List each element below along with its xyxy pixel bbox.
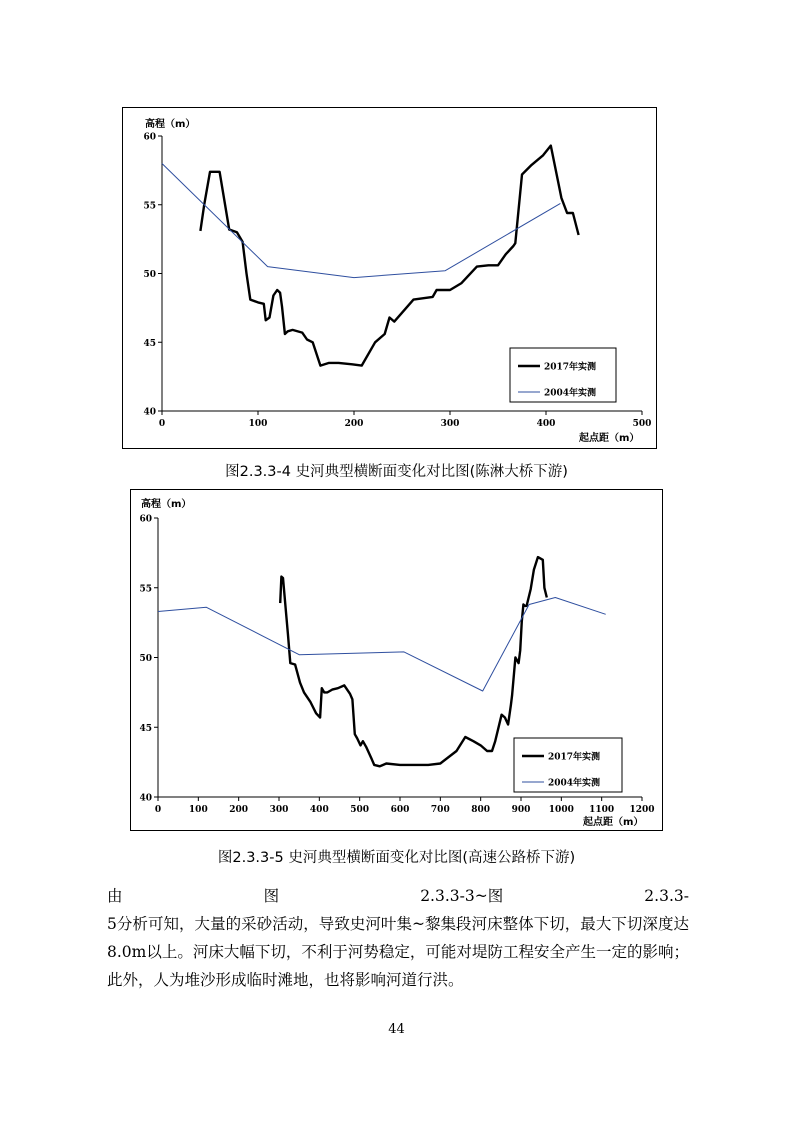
x-tick-label: 1000	[548, 805, 574, 815]
y-tick-label: 50	[143, 270, 156, 280]
x-axis-title: 起点距（m）	[579, 433, 640, 444]
paragraph-word: 由	[107, 887, 123, 905]
chart-2-box	[130, 489, 663, 831]
y-tick-label: 60	[143, 132, 156, 143]
paragraph-word: 图	[263, 887, 280, 905]
x-tick-label: 1100	[589, 805, 615, 815]
x-tick-label: 0	[158, 419, 166, 429]
y-tick-label: 50	[139, 654, 152, 664]
paragraph-word: 2.3.3-3~图	[420, 887, 504, 905]
x-tick-label: 200	[344, 419, 364, 429]
paragraph-body: 5分析可知，大量的采砂活动，导致史河叶集~黎集段河床整体下切，最大下切深度达8.0m以上。河床大幅下切，不利于河势稳定，可能对堤防工程安全产生一定的影响；此外，人为堆沙形成临时滩地，也将影响河道行洪。	[107, 915, 689, 989]
paragraph-word: 2.3.3-	[644, 887, 689, 905]
paragraph-first-line	[107, 882, 689, 910]
x-tick-label: 300	[440, 419, 460, 429]
page-number: 44	[388, 1022, 405, 1037]
y-axis-title: 高程（m）	[141, 499, 192, 510]
figure-caption-1: 图2.3.3-4 史河典型横断面变化对比图(陈淋大桥下游)	[225, 464, 568, 480]
legend-label-1: 2017年实测	[544, 362, 597, 373]
x-tick-label: 400	[536, 419, 556, 429]
x-tick-label: 500	[632, 419, 652, 429]
y-tick-label: 55	[143, 201, 156, 212]
series-line-1	[200, 146, 578, 366]
x-tick-label: 0	[154, 805, 162, 815]
x-tick-label: 100	[248, 419, 268, 429]
x-tick-label: 700	[430, 805, 450, 815]
x-tick-label: 200	[229, 805, 249, 815]
x-tick-label: 900	[511, 805, 531, 815]
x-tick-label: 800	[471, 805, 491, 815]
x-tick-label: 1200	[629, 805, 655, 815]
chart-1	[123, 108, 656, 448]
legend-label-1: 2017年实测	[548, 752, 601, 763]
y-tick-label: 40	[143, 407, 156, 418]
y-tick-label: 55	[139, 584, 152, 595]
x-tick-label: 100	[188, 805, 208, 815]
y-tick-label: 60	[139, 514, 152, 525]
y-tick-label: 45	[143, 338, 156, 349]
x-tick-label: 500	[350, 805, 370, 815]
chart-2	[131, 490, 662, 830]
chart-1-box	[122, 107, 657, 449]
series-line-2	[158, 598, 606, 692]
figure-caption-2: 图2.3.3-5 史河典型横断面变化对比图(高速公路桥下游)	[217, 850, 576, 866]
y-tick-label: 45	[139, 723, 152, 734]
x-tick-label: 400	[309, 805, 329, 815]
y-tick-label: 40	[139, 793, 152, 804]
series-line-1	[280, 557, 547, 766]
x-axis-title: 起点距（m）	[583, 817, 644, 828]
x-tick-label: 300	[269, 805, 289, 815]
x-tick-label: 600	[390, 805, 410, 815]
legend-label-2: 2004年实测	[548, 778, 601, 789]
legend-label-2: 2004年实测	[544, 388, 597, 399]
y-axis-title: 高程（m）	[145, 119, 196, 130]
